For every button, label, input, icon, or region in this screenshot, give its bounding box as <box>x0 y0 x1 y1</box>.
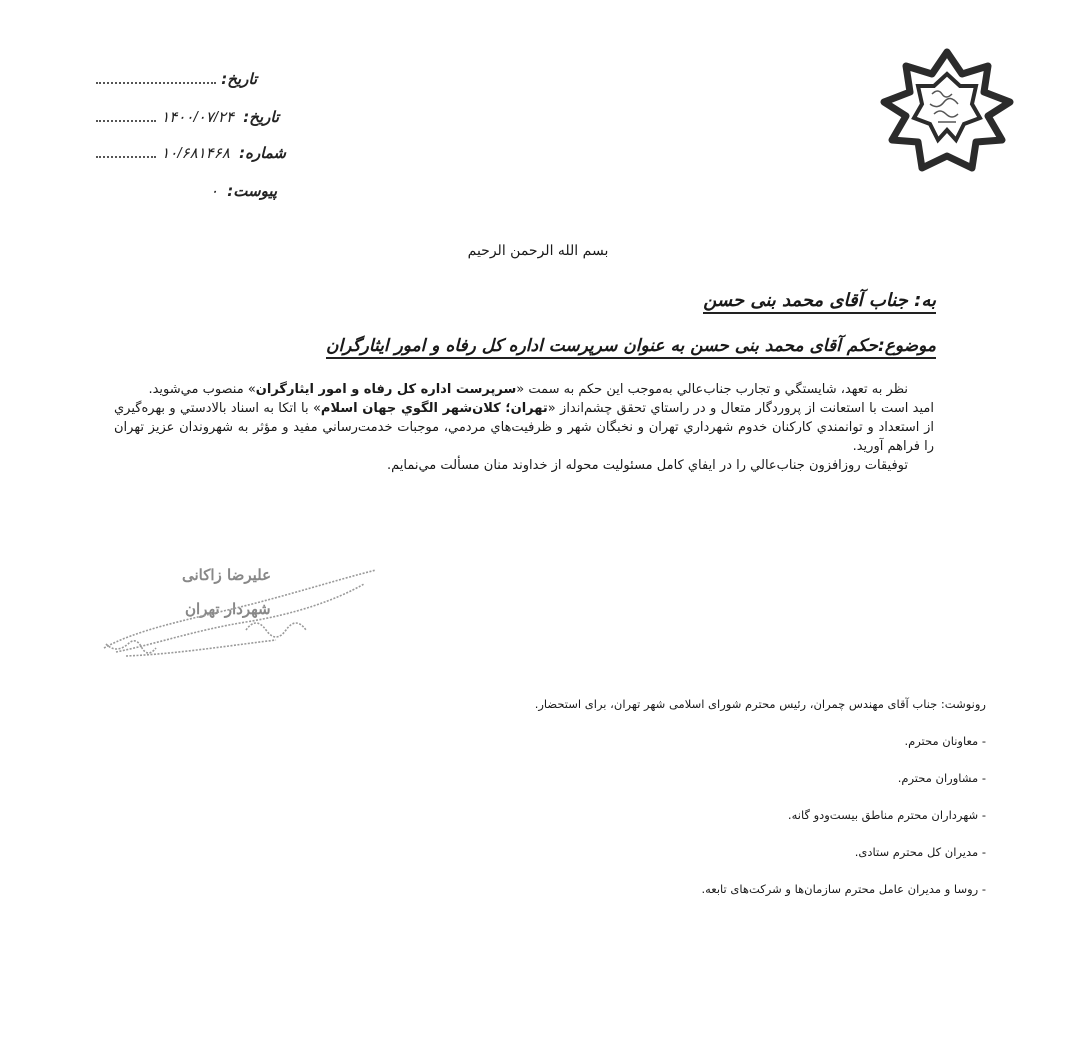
cc-section <box>486 696 986 898</box>
handwritten-signature-icon <box>96 560 386 670</box>
date-dots <box>96 72 216 84</box>
cc-item: - شهرداران محترم مناطق بیست‌ودو گانه. <box>787 808 986 822</box>
addressee: به: جناب آقای محمد بنی حسن <box>703 290 936 314</box>
body-p1-a: نظر به تعهد، شایستگي و تجارب جناب‌عالي به‌موجب این حکم به سمت « <box>516 382 908 397</box>
signer-title: شهردار تهران <box>185 600 271 618</box>
body-p1-bold: سرپرست اداره کل رفاه و امور ایثارگران <box>255 382 517 397</box>
number-line <box>92 144 286 162</box>
cc-item: - معاونان محترم. <box>904 734 986 748</box>
basmala: بسم الله الرحمن الرحیم <box>467 243 609 259</box>
date-label: تاریخ: <box>221 70 258 88</box>
body-paragraph-2 <box>114 399 934 456</box>
number-label: شماره: <box>239 144 287 162</box>
body-p2-bold: تهران؛ کلان‌شهر الگوي جهان اسلام <box>320 401 548 416</box>
body-paragraph-3: توفیقات روزافزون جناب‌عالي را در ایفاي کامل مسئولیت محوله از خداوند منان مسألت مي‌نمایم. <box>386 458 908 473</box>
date-value-line <box>92 108 279 126</box>
number-value: ۱۰/۶۸۱۴۶۸ <box>161 145 230 162</box>
cc-item: - مدیران کل محترم ستادی. <box>854 845 986 859</box>
number-dots <box>96 146 156 158</box>
letter-body <box>114 380 934 475</box>
body-p2-a: امید است با استعانت از پروردگار متعال و در راستاي تحقق چشم‌انداز « <box>547 401 935 416</box>
cc-item: - مشاوران محترم. <box>897 771 986 785</box>
body-p2-b: » با اتکا به اسناد بالادستي و بهره‌گیري از استعداد و توانمندي کارکنان خدوم شهرداري تهران و نخبگان شهر و ظرفیت‌هاي مردمي، موجبات خدمت‌رساني مفید و مؤثر به شهروندان عزیز تهران را فراهم آورید. <box>114 401 934 454</box>
date-value-dots <box>96 110 156 122</box>
tehran-municipality-logo-icon <box>872 44 1022 174</box>
cc-item: - روسا و مدیران عامل محترم سازمان‌ها و شرکت‌های تابعه. <box>701 882 986 896</box>
date-line <box>92 70 257 88</box>
cc-intro: رونوشت: جناب آقای مهندس چمران، رئیس محترم شورای اسلامی شهر تهران، برای استحضار. <box>534 697 986 711</box>
attachment-line <box>210 182 277 200</box>
signer-name: علیرضا زاکانی <box>182 566 272 584</box>
subject: موضوع:حکم آقای محمد بنی حسن به عنوان سرپرست اداره کل رفاه و امور ایثارگران <box>326 336 936 359</box>
date-label-2: تاریخ: <box>243 108 280 126</box>
attachment-value: ۰ <box>210 183 219 200</box>
attachment-label: پیوست: <box>227 182 278 200</box>
body-p1-b: » منصوب مي‌شوید. <box>148 382 256 397</box>
date-value: ۱۴۰۰/۰۷/۲۴ <box>161 109 235 126</box>
body-paragraph-1 <box>114 380 934 399</box>
